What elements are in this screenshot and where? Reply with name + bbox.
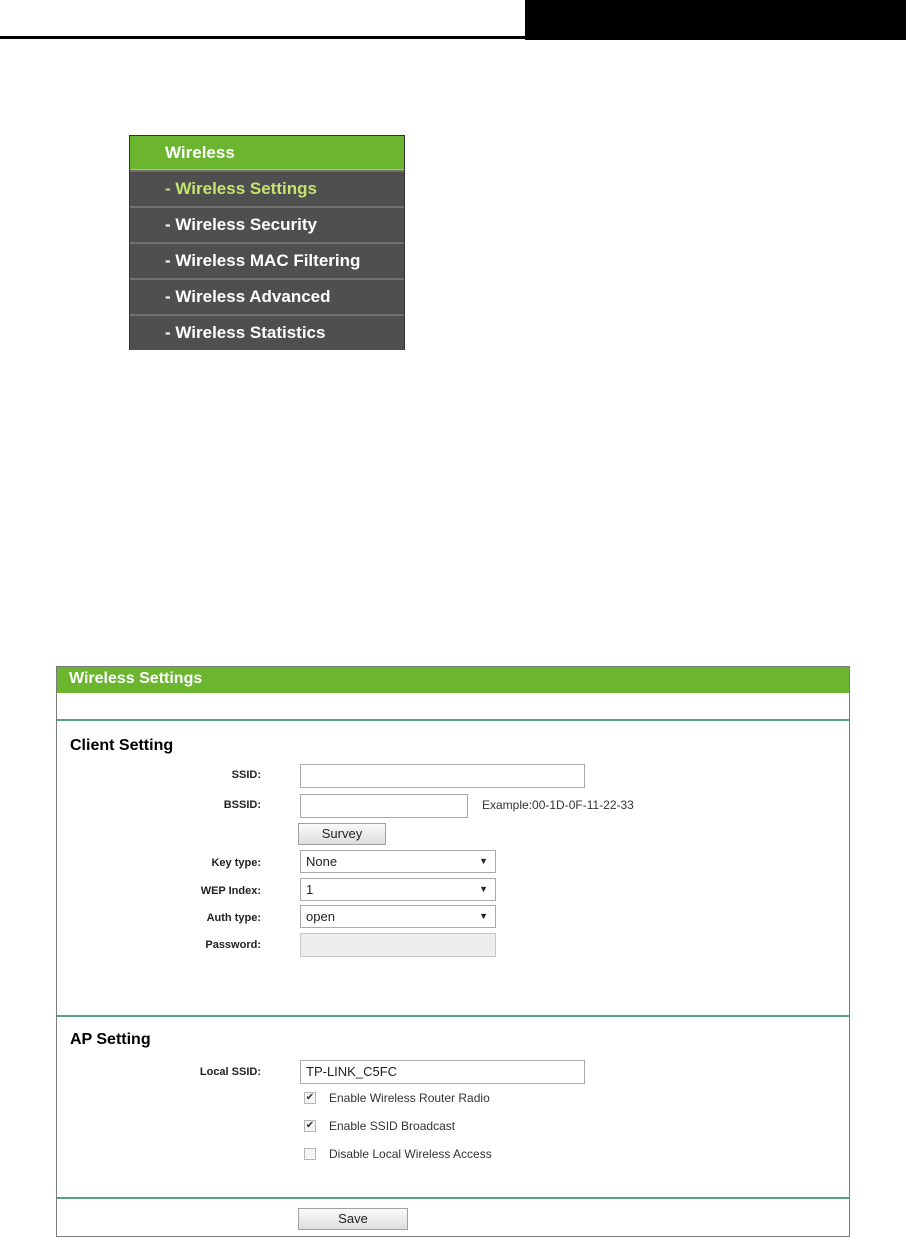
enable-broadcast-row[interactable] <box>304 1119 455 1135</box>
enable-radio-checkbox[interactable] <box>304 1092 316 1104</box>
local-ssid-input[interactable]: TP-LINK_C5FC <box>300 1060 585 1084</box>
password-input[interactable] <box>300 933 496 957</box>
page-header <box>0 0 906 40</box>
menu-item-wireless-mac-filtering[interactable]: - Wireless MAC Filtering <box>130 242 404 278</box>
bssid-input[interactable] <box>300 794 468 818</box>
key-type-label: Key type: <box>211 857 261 869</box>
save-button[interactable]: Save <box>298 1208 408 1230</box>
menu-title[interactable]: Wireless <box>130 136 404 170</box>
survey-button[interactable]: Survey <box>298 823 386 845</box>
wireless-menu <box>129 135 405 350</box>
section-divider <box>57 1015 849 1017</box>
check-icon: ✔ <box>305 1091 315 1103</box>
password-label: Password: <box>205 939 261 951</box>
disable-local-checkbox[interactable] <box>304 1148 316 1160</box>
menu-item-wireless-statistics[interactable]: - Wireless Statistics <box>130 314 404 350</box>
wep-index-label: WEP Index: <box>200 885 261 897</box>
panel-title: Wireless Settings <box>57 667 849 693</box>
header-rule <box>0 36 525 39</box>
chevron-down-icon: ▼ <box>479 884 488 894</box>
header-block <box>525 0 906 40</box>
auth-type-value: open <box>306 909 335 924</box>
check-icon: ✔ <box>305 1119 315 1131</box>
disable-local-label: Disable Local Wireless Access <box>329 1147 492 1161</box>
menu-item-wireless-settings[interactable]: - Wireless Settings <box>130 170 404 206</box>
bssid-example: Example:00-1D-0F-11-22-33 <box>482 798 634 812</box>
menu-item-wireless-advanced[interactable]: - Wireless Advanced <box>130 278 404 314</box>
disable-local-row[interactable] <box>304 1147 492 1163</box>
key-type-select[interactable] <box>300 850 496 873</box>
section-divider <box>57 1197 849 1199</box>
auth-type-select[interactable] <box>300 905 496 928</box>
ap-setting-title: AP Setting <box>70 1031 151 1048</box>
enable-radio-label: Enable Wireless Router Radio <box>329 1091 490 1105</box>
enable-broadcast-checkbox[interactable] <box>304 1120 316 1132</box>
wireless-settings-panel <box>56 666 850 1237</box>
wep-index-select[interactable] <box>300 878 496 901</box>
local-ssid-label: Local SSID: <box>199 1066 261 1078</box>
wep-index-value: 1 <box>306 882 314 897</box>
ssid-label: SSID: <box>231 769 261 781</box>
chevron-down-icon: ▼ <box>479 856 488 866</box>
client-setting-title: Client Setting <box>70 737 174 754</box>
auth-type-label: Auth type: <box>206 912 261 924</box>
bssid-label: BSSID: <box>223 799 261 811</box>
ssid-input[interactable] <box>300 764 585 788</box>
chevron-down-icon: ▼ <box>479 911 488 921</box>
enable-broadcast-label: Enable SSID Broadcast <box>329 1119 456 1133</box>
key-type-value: None <box>306 854 338 869</box>
menu-item-wireless-security[interactable]: - Wireless Security <box>130 206 404 242</box>
enable-radio-row[interactable] <box>304 1091 490 1107</box>
section-divider <box>57 719 849 721</box>
